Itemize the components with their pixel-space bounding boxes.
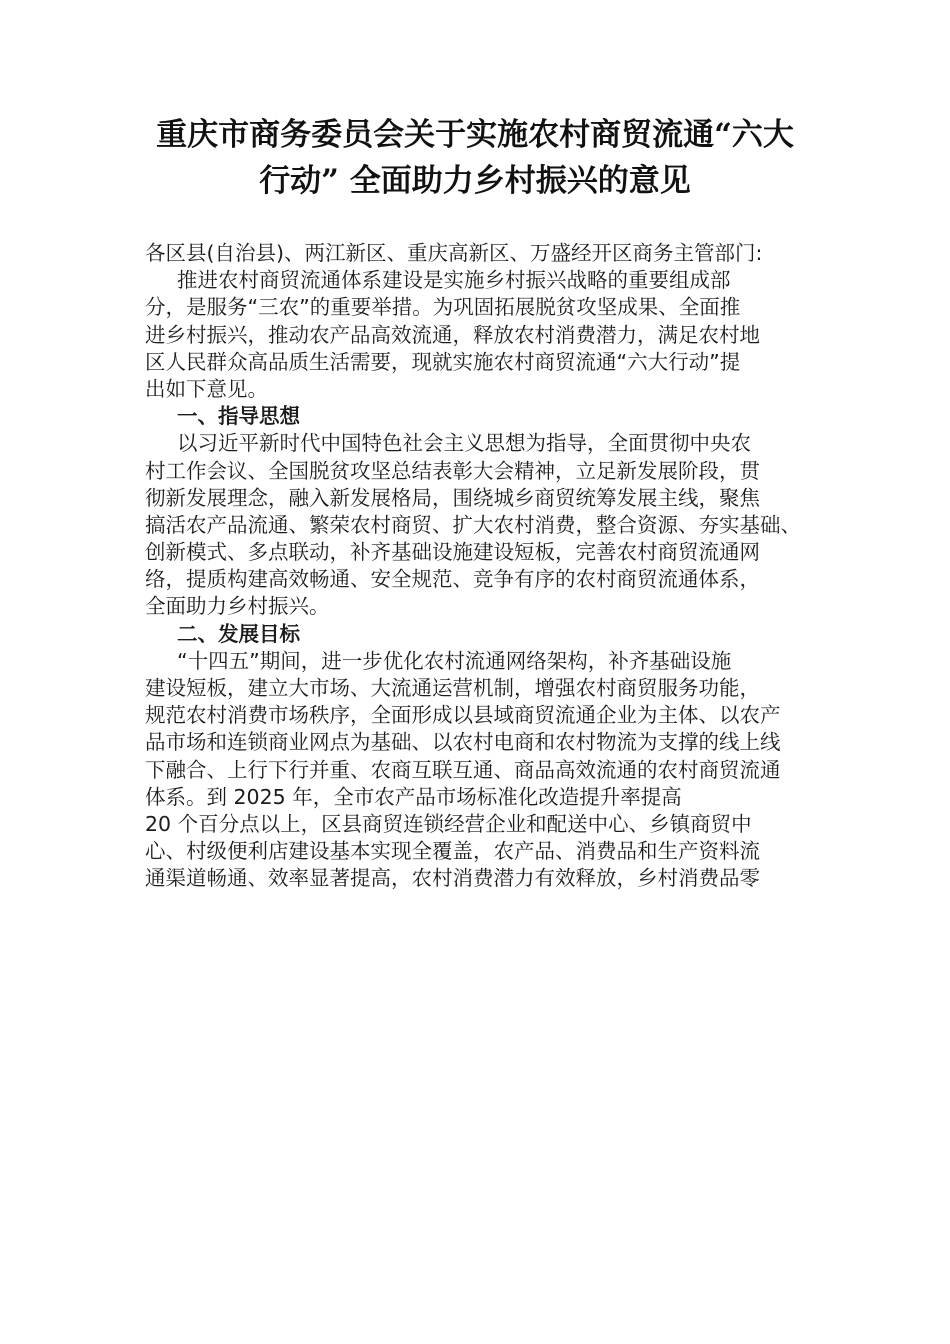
section2-line: 通渠道畅通、效率显著提高，农村消费潜力有效释放，乡村消费品零 [145, 866, 760, 891]
section2-line: 20 个百分点以上，区县商贸连锁经营企业和配送中心、乡镇商贸中 [145, 811, 752, 836]
section1-line: 村工作会议、全国脱贫攻坚总结表彰大会精神，立足新发展阶段，贯 [145, 458, 760, 483]
intro-line: 进乡村振兴，推动农产品高效流通，释放农村消费潜力，满足农村地 [145, 322, 760, 347]
section1-line: 全面助力乡村振兴。 [145, 594, 330, 619]
section1-line: 创新模式、多点联动，补齐基础设施建设短板，完善农村商贸流通网 [145, 540, 760, 565]
section1-line: 以习近平新时代中国特色社会主义思想为指导，全面贯彻中央农 [177, 431, 751, 456]
intro-line: 推进农村商贸流通体系建设是实施乡村振兴战略的重要组成部 [177, 268, 731, 293]
section1-line: 彻新发展理念，融入新发展格局，围绕城乡商贸统筹发展主线，聚焦 [145, 485, 760, 510]
section2-line: 心、村级便利店建设基本实现全覆盖，农产品、消费品和生产资料流 [145, 839, 760, 864]
section2-line: 品市场和连锁商业网点为基础、以农村电商和农村物流为支撑的线上线 [145, 730, 781, 755]
title-line-1: 重庆市商务委员会关于实施农村商贸流通“六大 [156, 117, 794, 153]
document-body [145, 240, 835, 893]
intro-line: 区人民群众高品质生活需要，现就实施农村商贸流通“六大行动”提 [145, 349, 741, 374]
section2-line: “十四五”期间，进一步优化农村流通网络架构，补齐基础设施 [177, 648, 732, 673]
intro-line: 出如下意见。 [145, 376, 268, 401]
section2-line: 下融合、上行下行并重、农商互联互通、商品高效流通的农村商贸流通 [145, 757, 781, 782]
section1-line: 络，提质构建高效畅通、安全规范、竞争有序的农村商贸流通体系， [145, 567, 760, 592]
section-heading-development-goals: 二、发展目标 [177, 621, 300, 646]
section2-line: 体系。到 2025 年，全市农产品市场标准化改造提升率提高 [145, 784, 682, 809]
addressee: 各区县(自治县)、两江新区、重庆高新区、万盛经开区商务主管部门: [145, 241, 763, 265]
section1-line: 搞活农产品流通、繁荣农村商贸、扩大农村消费，整合资源、夯实基础、 [145, 512, 801, 537]
section2-line: 建设短板，建立大市场、大流通运营机制，增强农村商贸服务功能， [145, 676, 760, 700]
document-title [120, 112, 830, 204]
section-heading-guiding-ideology: 一、指导思想 [177, 404, 300, 429]
section2-line: 规范农村消费市场秩序，全面形成以县域商贸流通企业为主体、以农产 [145, 703, 781, 728]
intro-line: 分，是服务“三农”的重要举措。为巩固拓展脱贫攻坚成果、全面推 [145, 295, 741, 320]
title-line-2: 行动” 全面助力乡村振兴的意见 [259, 163, 691, 199]
